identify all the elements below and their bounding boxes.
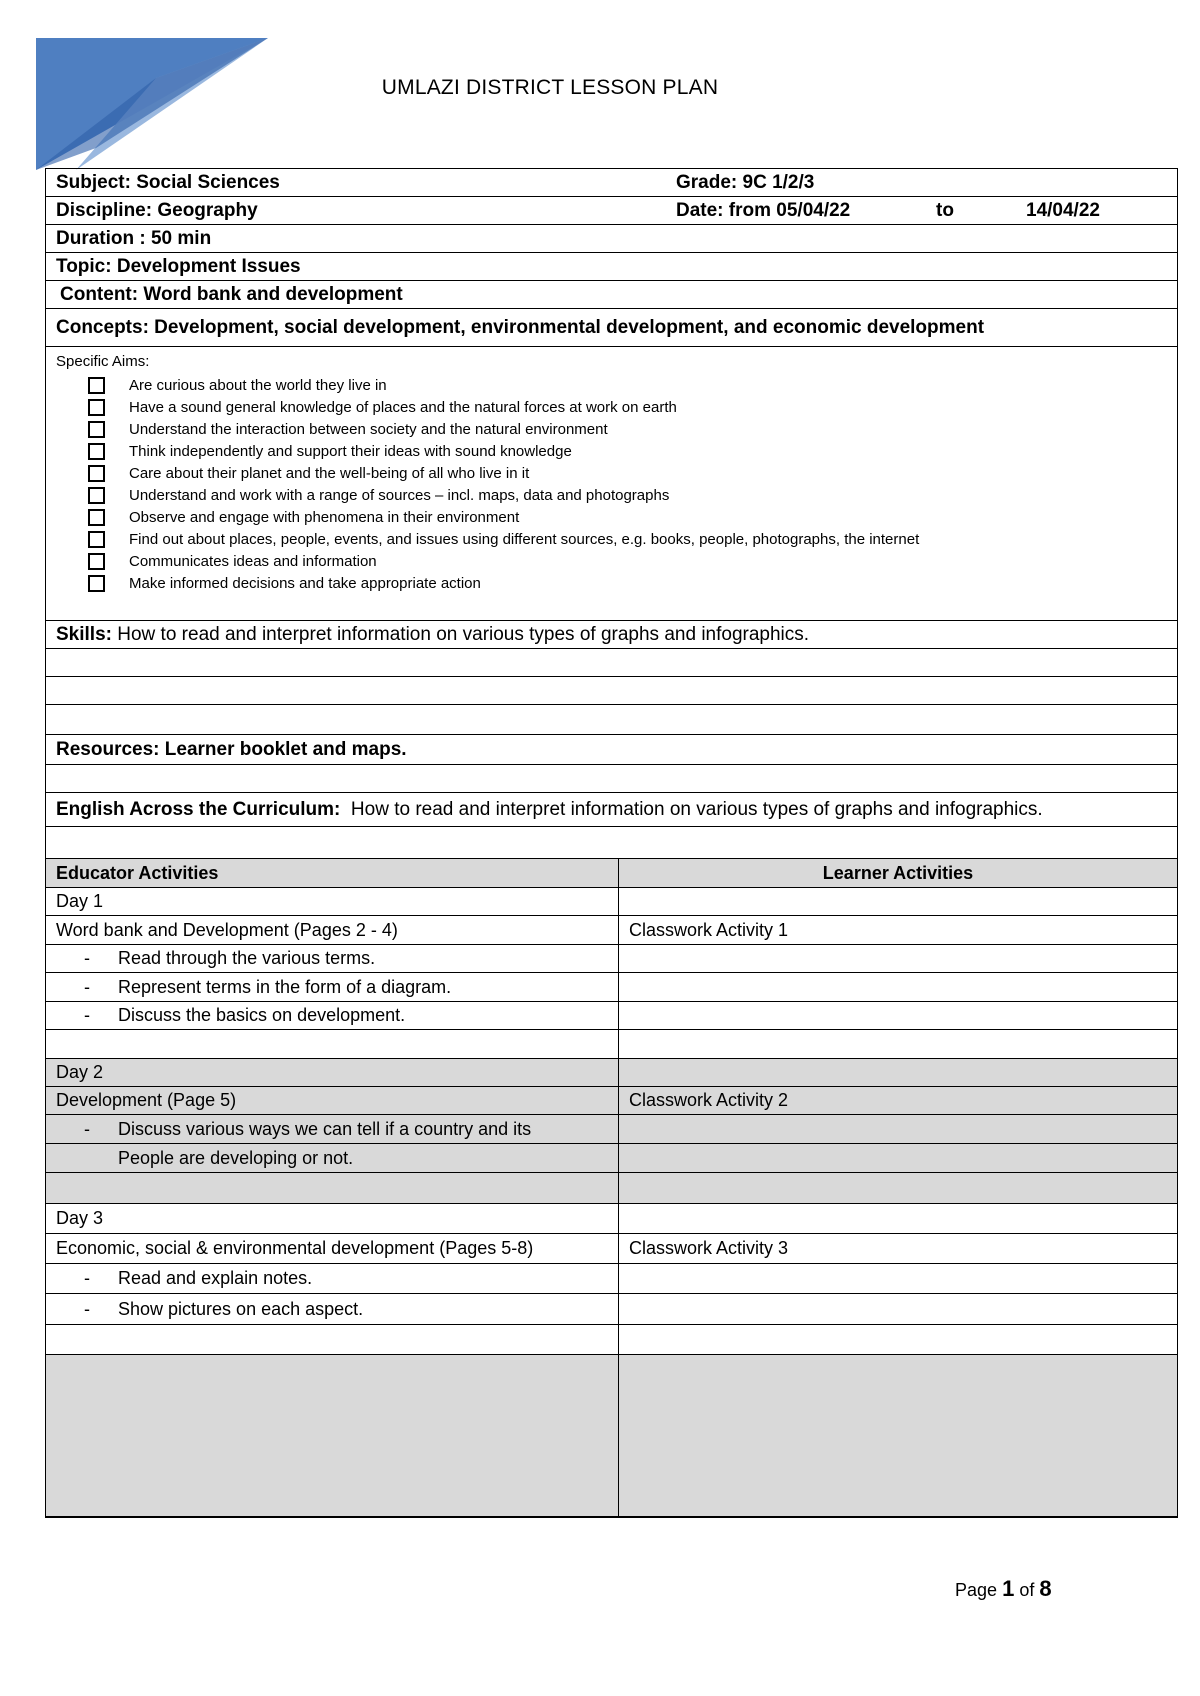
- day3-learner: Classwork Activity 3: [629, 1238, 789, 1258]
- checkbox[interactable]: [88, 553, 105, 570]
- checkbox[interactable]: [88, 399, 105, 416]
- checkbox[interactable]: [88, 377, 105, 394]
- resources-row: [45, 734, 1178, 764]
- blank-row: [45, 704, 1178, 734]
- duration-row: [45, 224, 1178, 252]
- day1-title: Word bank and Development (Pages 2 - 4): [46, 916, 619, 944]
- table-row: [45, 1233, 1178, 1263]
- eac-row: [45, 792, 1178, 826]
- skills-label: Skills:: [56, 623, 112, 645]
- day3-label: Day 3: [46, 1204, 619, 1233]
- educator-header: Educator Activities: [46, 859, 619, 887]
- aim-item: Make informed decisions and take appropriate action: [56, 572, 1167, 594]
- activities-table: [45, 858, 1178, 1518]
- aims-title: Specific Aims:: [56, 353, 150, 370]
- subject-row: [45, 168, 1178, 196]
- table-row: [45, 1058, 1178, 1086]
- aim-item: Are curious about the world they live in: [56, 374, 1167, 396]
- checkbox[interactable]: [88, 575, 105, 592]
- table-row: - Discuss the basics on development.: [45, 1001, 1178, 1029]
- duration: Duration : 50 min: [56, 227, 212, 249]
- learner-header: Learner Activities: [822, 862, 974, 883]
- aim-item: Think independently and support their ideas with sound knowledge: [56, 440, 1167, 462]
- blank-row: [45, 648, 1178, 676]
- aim-item: Care about their planet and the well-being of all who live in it: [56, 462, 1167, 484]
- checkbox[interactable]: [88, 531, 105, 548]
- day2-label: Day 2: [46, 1059, 619, 1086]
- date-to: 14/04/22: [1026, 199, 1100, 221]
- table-row: People are developing or not.: [45, 1143, 1178, 1172]
- specific-aims: [45, 346, 1178, 620]
- corner-decoration: [36, 38, 268, 170]
- blank-row: [45, 764, 1178, 792]
- concepts: Concepts: Development, social development, environmental development, and economic development: [56, 316, 985, 338]
- discipline-row: [45, 196, 1178, 224]
- day2-title: Development (Page 5): [46, 1087, 619, 1114]
- table-row: - Read and explain notes.: [45, 1263, 1178, 1293]
- checkbox[interactable]: [88, 465, 105, 482]
- resources: Resources: Learner booklet and maps.: [56, 738, 407, 760]
- table-row: [45, 1086, 1178, 1114]
- blank-row: [45, 676, 1178, 704]
- checkbox[interactable]: [88, 443, 105, 460]
- day3-title: Economic, social & environmental development (Pages 5-8): [46, 1234, 619, 1263]
- eac-text: How to read and interpret information on various types of graphs and infographics.: [340, 798, 1043, 820]
- aim-item: Have a sound general knowledge of places and the natural forces at work on earth: [56, 396, 1167, 418]
- table-row: [45, 1029, 1178, 1058]
- page-number: Page 1 of 8: [955, 1576, 1052, 1601]
- aim-item: Understand and work with a range of sources – incl. maps, data and photographs: [56, 484, 1167, 506]
- grade: Grade: 9C 1/2/3: [676, 171, 815, 193]
- table-row: [45, 1172, 1178, 1203]
- eac-label: English Across the Curriculum:: [56, 798, 341, 820]
- table-row: - Read through the various terms.: [45, 944, 1178, 972]
- checkbox[interactable]: [88, 421, 105, 438]
- topic: Topic: Development Issues: [56, 255, 301, 277]
- table-row: [45, 1203, 1178, 1233]
- table-row: [45, 1354, 1178, 1518]
- table-row: [45, 1324, 1178, 1354]
- aim-item: Observe and engage with phenomena in their environment: [56, 506, 1167, 528]
- skills-text: How to read and interpret information on various types of graphs and infographics.: [111, 623, 810, 645]
- skills-row: [45, 620, 1178, 648]
- date-from: Date: from 05/04/22: [676, 199, 851, 221]
- date-to-label: to: [936, 199, 954, 221]
- concepts-row: [45, 308, 1178, 346]
- content-row: [45, 280, 1178, 308]
- content: Content: Word bank and development: [60, 283, 403, 305]
- checkbox[interactable]: [88, 487, 105, 504]
- checkbox[interactable]: [88, 509, 105, 526]
- discipline: Discipline: Geography: [56, 199, 258, 221]
- day1-label: Day 1: [46, 888, 619, 915]
- aim-item: Communicates ideas and information: [56, 550, 1167, 572]
- subject: Subject: Social Sciences: [56, 171, 280, 193]
- day1-learner: Classwork Activity 1: [629, 919, 789, 940]
- table-row: - Represent terms in the form of a diagram.: [45, 972, 1178, 1001]
- blank-row: [45, 826, 1178, 858]
- page-title: UMLAZI DISTRICT LESSON PLAN: [381, 76, 719, 99]
- table-row: - Show pictures on each aspect.: [45, 1293, 1178, 1324]
- table-row: [45, 915, 1178, 944]
- table-header-row: [45, 858, 1178, 887]
- table-row: [45, 887, 1178, 915]
- aim-item: Understand the interaction between society and the natural environment: [56, 418, 1167, 440]
- day2-learner: Classwork Activity 2: [629, 1090, 789, 1110]
- table-row: - Discuss various ways we can tell if a country and its: [45, 1114, 1178, 1143]
- topic-row: [45, 252, 1178, 280]
- aim-item: Find out about places, people, events, and issues using different sources, e.g. books, people, photographs, the internet: [56, 528, 1167, 550]
